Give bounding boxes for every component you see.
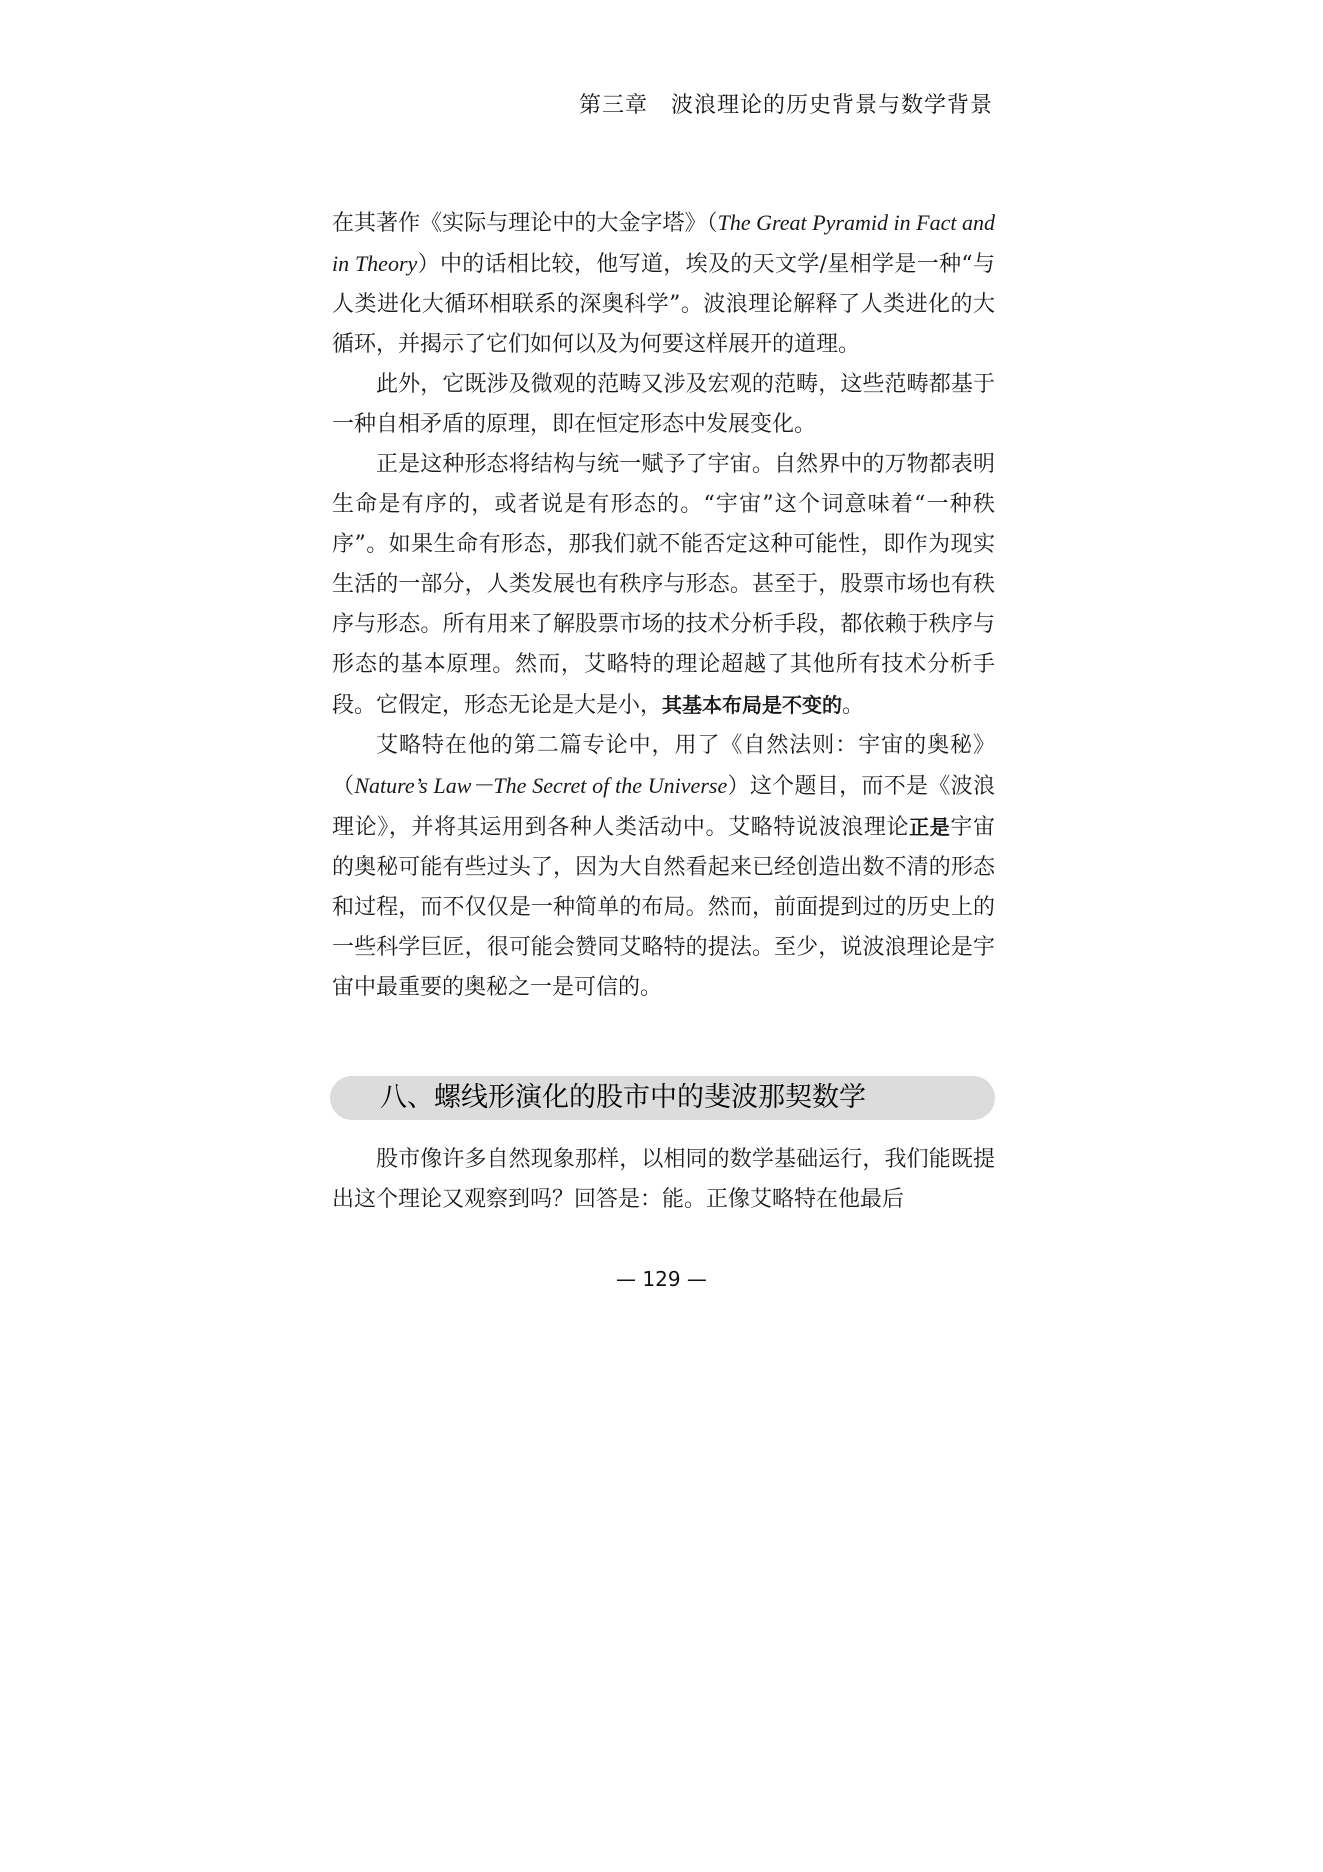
emphasis-text: 其基本布局是不变的: [662, 693, 843, 717]
paragraph-3-text-b: 。: [842, 693, 865, 718]
paragraph-3-text-a: 正是这种形态将结构与统一赋予了宇宙。自然界中的万物都表明生命是有序的，或者说是有形态的。“宇宙”这个词意味着“一种秩序”。如果生命有形态，那我们就不能否定这种可能性，即作为现实生活的一部分，人类发展也有秩序与形态。甚至于，股票市场也有秩序与形态。所有用来了解股票市场的技术分析手段，都依赖于秩序与形态的基本原理。然而，艾略特的理论超越了其他所有技术分析手段。它假定，形态无论是大是小，: [332, 452, 995, 718]
body-text: [332, 203, 995, 1008]
paragraph-1-text-a: 在其著作《实际与理论中的大金字塔》（: [332, 211, 718, 236]
section-body-text: [332, 1140, 995, 1220]
paragraph-1: [332, 203, 995, 365]
paragraph-1-text-b: ）中的话相比较，他写道，埃及的天文学/星相学是一种“与人类进化大循环相联系的深奥科学”。波浪理论解释了人类进化的大循环，并揭示了它们如何以及为何要这样展开的道理。: [332, 252, 995, 357]
emphasis-text-2: 正是: [909, 815, 951, 839]
page-number: — 129 —: [616, 1267, 707, 1291]
paragraph-4-text-a: 艾略特在他的第二篇专论中，用了《自然法则：宇宙的奥秘》（: [332, 733, 995, 799]
paragraph-4-text-b: ）这个题目，而不是《波浪理论》，并将其运用到各种人类活动中。艾略特说波浪理论: [332, 774, 995, 840]
paragraph-3: [332, 445, 995, 726]
english-monograph-title: Nature’s Law－The Secret of the Universe: [354, 773, 728, 798]
running-header: 第三章 波浪理论的历史背景与数学背景: [578, 93, 993, 118]
paragraph-2: 此外，它既涉及微观的范畴又涉及宏观的范畴，这些范畴都基于一种自相矛盾的原理，即在恒定形态中发展变化。: [332, 372, 995, 437]
section-heading: 八、螺线形演化的股市中的斐波那契数学: [330, 1076, 995, 1120]
paragraph-4: [332, 726, 995, 1008]
paragraph-4-text-c: 宇宙的奥秘可能有些过头了，因为大自然看起来已经创造出数不清的形态和过程，而不仅仅是一种简单的布局。然而，前面提到过的历史上的一些科学巨匠，很可能会赞同艾略特的提法。至少，说波浪理论是宇宙中最重要的奥秘之一是可信的。: [332, 815, 995, 1000]
section-paragraph-1: 股市像许多自然现象那样，以相同的数学基础运行，我们能既提出这个理论又观察到吗？回答是：能。正像艾略特在他最后: [332, 1147, 995, 1212]
english-book-title: The Great Pyramid in Fact and in Theory: [332, 210, 995, 276]
